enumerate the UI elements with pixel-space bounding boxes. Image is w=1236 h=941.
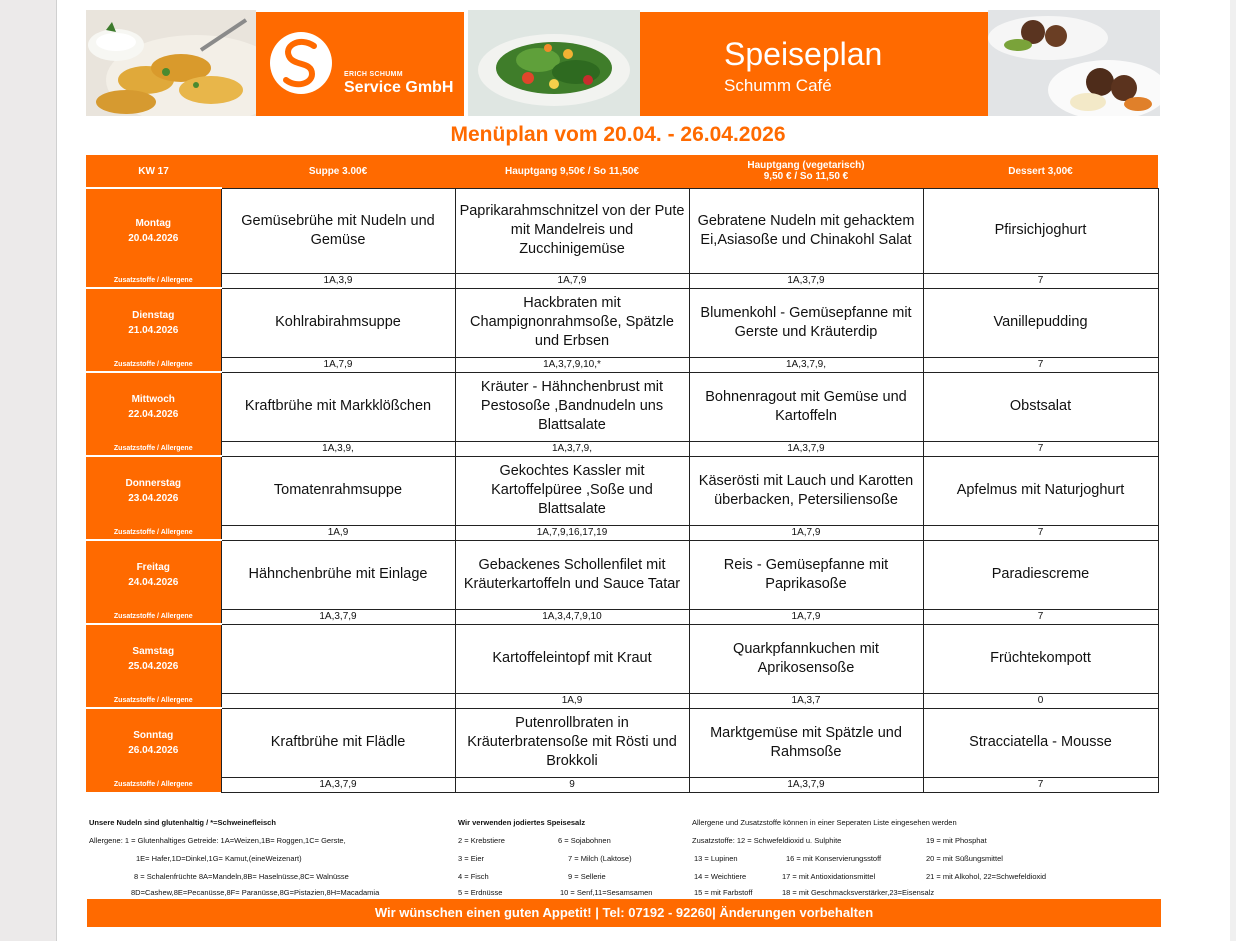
allergen-codes: 7 — [923, 357, 1158, 372]
allergen-codes: 1A,3,7,9, — [689, 357, 923, 372]
dish-dessert: Apfelmus mit Naturjoghurt — [923, 456, 1158, 525]
header-veg-line2: 9,50 € / So 11,50 € — [763, 171, 849, 183]
allergen-codes: 1A,3,4,7,9,10 — [455, 609, 689, 624]
allergen-codes: 7 — [923, 525, 1158, 540]
dish-veg: Bohnenragout mit Gemüse und Kartoffeln — [689, 372, 923, 441]
food-photo-meatballs — [988, 10, 1160, 116]
legend-line: 21 = mit Alkohol, 22=Schwefeldioxid — [926, 872, 1047, 881]
dish-dessert: Pfirsichjoghurt — [923, 188, 1158, 273]
allergen-codes: 1A,3,7,9 — [689, 441, 923, 456]
allergen-codes: 0 — [923, 693, 1158, 708]
dish-suppe: Tomatenrahmsuppe — [221, 456, 455, 525]
dish-suppe: Kraftbrühe mit Markklößchen — [221, 372, 455, 441]
page-title: Speiseplan — [724, 36, 883, 72]
allergen-codes: 9 — [455, 777, 689, 792]
allergen-codes — [221, 693, 455, 708]
legend-line: 8 = Schalenfrüchte 8A=Mandeln,8B= Haselnüsse,8C= Walnüsse — [134, 872, 349, 881]
allergen-codes: 7 — [923, 273, 1158, 288]
allergen-row — [86, 273, 1158, 288]
day-name: Donnerstag — [125, 478, 182, 489]
allergen-label: Zusatzstoffe / Allergene — [86, 273, 221, 288]
legend-line: 20 = mit Süßungsmittel — [926, 854, 1003, 863]
food-photo-salad — [468, 10, 640, 116]
day-date: 24.04.2026 — [128, 577, 179, 588]
allergen-row — [86, 693, 1158, 708]
dish-haupt: Putenrollbraten in Kräuterbratensoße mit Rösti und Brokkoli — [455, 708, 689, 777]
legend-line: 18 = mit Geschmacksverstärker,23=Eisensalz — [782, 888, 935, 897]
page-subtitle: Schumm Café — [724, 76, 832, 95]
header-veg-line1: Hauptgang (vegetarisch) — [747, 160, 865, 172]
dish-haupt: Kräuter - Hähnchenbrust mit Pestosoße ,Bandnudeln uns Blattsalate — [455, 372, 689, 441]
day-date: 25.04.2026 — [128, 661, 179, 672]
day-date: 20.04.2026 — [128, 233, 179, 244]
footer-banner: Wir wünschen einen guten Appetit! | Tel: 07192 - 92260| Änderungen vorbehalten — [87, 899, 1161, 927]
allergen-label: Zusatzstoffe / Allergene — [86, 693, 221, 708]
day-date: 26.04.2026 — [128, 745, 179, 756]
allergen-label: Zusatzstoffe / Allergene — [86, 441, 221, 456]
legend-line: 13 = Lupinen — [694, 854, 738, 863]
dish-veg: Quarkpfannkuchen mit Aprikosensoße — [689, 624, 923, 693]
day-label — [86, 288, 221, 357]
legend-line: 17 = mit Antioxidationsmittel — [782, 872, 876, 881]
allergen-row — [86, 357, 1158, 372]
menu-week-title: Menüplan vom 20.04. - 26.04.2026 — [450, 123, 786, 146]
header-vegetarisch — [689, 155, 923, 188]
dish-veg: Marktgemüse mit Spätzle und Rahmsoße — [689, 708, 923, 777]
allergen-codes: 1A,7,9 — [221, 357, 455, 372]
dish-suppe — [221, 624, 455, 693]
logo-text-big: Service GmbH — [344, 79, 454, 96]
allergen-codes: 7 — [923, 441, 1158, 456]
logo-text-small: ERICH SCHUMM — [344, 71, 403, 78]
legend-line: 10 = Senf,11=Sesamsamen — [560, 888, 653, 897]
allergen-codes: 1A,3,7,9 — [689, 273, 923, 288]
allergen-codes: 7 — [923, 609, 1158, 624]
day-name: Samstag — [132, 646, 175, 657]
dish-veg: Reis - Gemüsepfanne mit Paprikasoße — [689, 540, 923, 609]
food-photo-pasta — [86, 10, 256, 116]
legend-line: 5 = Erdnüsse — [458, 888, 503, 897]
legend-line: 19 = mit Phosphat — [926, 836, 987, 845]
allergen-codes: 1A,3,9, — [221, 441, 455, 456]
day-name: Mittwoch — [131, 394, 175, 405]
allergen-codes: 1A,9 — [455, 693, 689, 708]
allergen-codes: 1A,3,9 — [221, 273, 455, 288]
legend-salt-note: Wir verwenden jodiertes Speisesalz — [458, 818, 586, 827]
dish-haupt: Gekochtes Kassler mit Kartoffelpüree ,Soße und Blattsalate — [455, 456, 689, 525]
dish-haupt: Kartoffeleintopf mit Kraut — [455, 624, 689, 693]
allergen-codes: 1A,3,7,9 — [221, 777, 455, 792]
dish-veg: Gebratene Nudeln mit gehacktem Ei,Asiasoße und Chinakohl Salat — [689, 188, 923, 273]
allergen-codes: 1A,7,9,16,17,19 — [455, 525, 689, 540]
dish-dessert: Paradiescreme — [923, 540, 1158, 609]
allergen-codes: 1A,3,7 — [689, 693, 923, 708]
legend-line: Zusatzstoffe: 12 = Schwefeldioxid u. Sulphite — [692, 836, 842, 845]
dish-suppe: Kraftbrühe mit Flädle — [221, 708, 455, 777]
allergen-codes: 1A,7,9 — [455, 273, 689, 288]
day-name: Sonntag — [133, 730, 174, 741]
legend-line: 15 = mit Farbstoff — [694, 888, 753, 897]
legend-note: Unsere Nudeln sind glutenhaltig / *=Schweinefleisch — [89, 818, 276, 827]
header-hauptgang: Hauptgang 9,50€ / So 11,50€ — [455, 155, 689, 188]
day-label — [86, 372, 221, 441]
allergen-codes: 1A,3,7,9 — [221, 609, 455, 624]
legend-line: 7 = Milch (Laktose) — [568, 854, 632, 863]
logo-s-icon — [270, 32, 332, 94]
day-label — [86, 708, 221, 777]
allergen-codes: 1A,9 — [221, 525, 455, 540]
dish-dessert: Stracciatella - Mousse — [923, 708, 1158, 777]
day-name: Freitag — [136, 562, 170, 573]
dish-veg: Blumenkohl - Gemüsepfanne mit Gerste und Kräuterdip — [689, 288, 923, 357]
legend-line: Allergene: 1 = Glutenhaltiges Getreide: 1A=Weizen,1B= Roggen,1C= Gerste, — [89, 836, 346, 845]
legend-line: 14 = Weichtiere — [694, 872, 747, 881]
company-logo — [256, 12, 464, 116]
day-label — [86, 456, 221, 525]
header-kw: KW 17 — [86, 155, 221, 188]
day-row — [86, 188, 1158, 273]
allergen-label: Zusatzstoffe / Allergene — [86, 609, 221, 624]
day-label — [86, 540, 221, 609]
legend-line: 9 = Sellerie — [568, 872, 606, 881]
allergen-row — [86, 777, 1158, 792]
dish-dessert: Obstsalat — [923, 372, 1158, 441]
day-label — [86, 188, 221, 273]
legend-line: 8D=Cashew,8E=Pecanüsse,8F= Paranüsse,8G=Pistazien,8H=Macadamia — [131, 888, 380, 897]
header-suppe: Suppe 3.00€ — [221, 155, 455, 188]
legend-line: 2 = Krebstiere — [458, 836, 505, 845]
day-date: 21.04.2026 — [128, 325, 179, 336]
legend-list-note: Allergene und Zusatzstoffe können in einer Seperaten Liste eingesehen werden — [692, 818, 957, 827]
day-row — [86, 540, 1158, 609]
dish-suppe: Kohlrabirahmsuppe — [221, 288, 455, 357]
day-date: 23.04.2026 — [128, 493, 179, 504]
title-banner — [640, 12, 988, 116]
day-row — [86, 288, 1158, 357]
dish-veg: Käserösti mit Lauch und Karotten überbacken, Petersiliensoße — [689, 456, 923, 525]
day-row — [86, 624, 1158, 693]
allergen-label: Zusatzstoffe / Allergene — [86, 525, 221, 540]
day-date: 22.04.2026 — [128, 409, 179, 420]
header-dessert: Dessert 3,00€ — [923, 155, 1158, 188]
allergen-codes: 1A,3,7,9 — [689, 777, 923, 792]
legend-line: 4 = Fisch — [458, 872, 489, 881]
allergen-codes: 7 — [923, 777, 1158, 792]
day-name: Dienstag — [132, 310, 175, 321]
legend-line: 16 = mit Konservierungsstoff — [786, 854, 882, 863]
allergen-row — [86, 441, 1158, 456]
dish-haupt: Paprikarahmschnitzel von der Pute mit Mandelreis und Zucchinigemüse — [455, 188, 689, 273]
allergen-label: Zusatzstoffe / Allergene — [86, 777, 221, 792]
legend-line: 6 = Sojabohnen — [558, 836, 611, 845]
dish-dessert: Früchtekompott — [923, 624, 1158, 693]
dish-haupt: Gebackenes Schollenfilet mit Kräuterkartoffeln und Sauce Tatar — [455, 540, 689, 609]
allergen-codes: 1A,7,9 — [689, 525, 923, 540]
dish-suppe: Hähnchenbrühe mit Einlage — [221, 540, 455, 609]
day-row — [86, 372, 1158, 441]
dish-suppe: Gemüsebrühe mit Nudeln und Gemüse — [221, 188, 455, 273]
day-name: Montag — [135, 218, 172, 229]
allergen-codes: 1A,3,7,9, — [455, 441, 689, 456]
allergen-codes: 1A,3,7,9,10,* — [455, 357, 689, 372]
day-row — [86, 708, 1158, 777]
dish-haupt: Hackbraten mit Champignonrahmsoße, Spätzle und Erbsen — [455, 288, 689, 357]
legend-line: 1E= Hafer,1D=Dinkel,1G= Kamut,(eineWeizenart) — [136, 854, 302, 863]
allergen-row — [86, 525, 1158, 540]
day-label — [86, 624, 221, 693]
allergen-label: Zusatzstoffe / Allergene — [86, 357, 221, 372]
legend-line: 3 = Eier — [458, 854, 485, 863]
day-row — [86, 456, 1158, 525]
menu-table — [86, 155, 1159, 793]
dish-dessert: Vanillepudding — [923, 288, 1158, 357]
allergen-codes: 1A,7,9 — [689, 609, 923, 624]
table-header-row — [86, 155, 1158, 188]
allergen-row — [86, 609, 1158, 624]
